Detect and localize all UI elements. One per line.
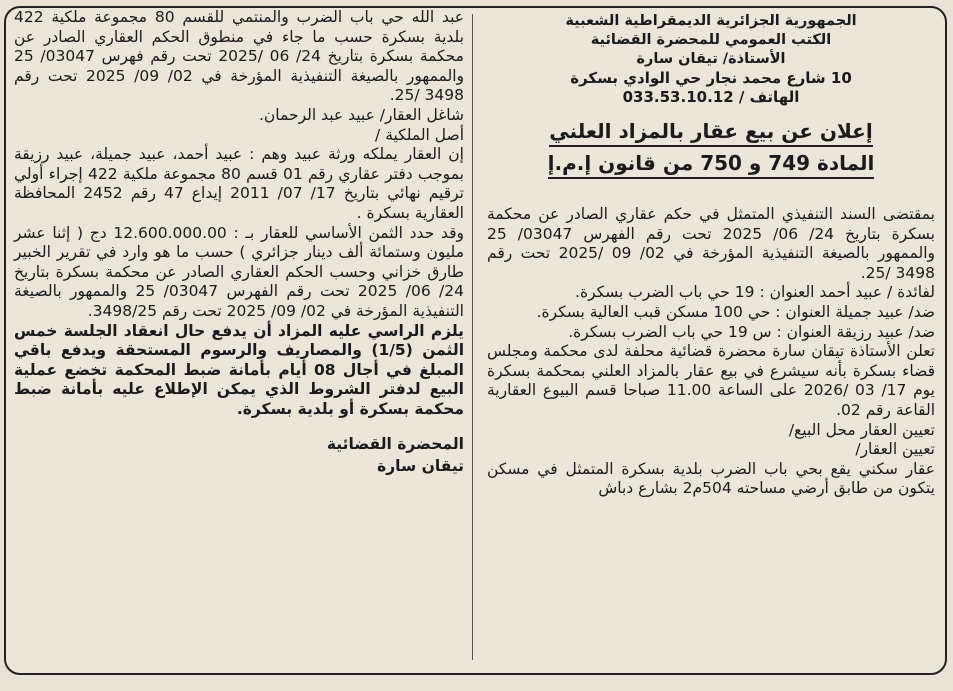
header-line-bailiff: الأستاذة/ تيقان سارة (636, 51, 786, 67)
left-column (14, 8, 464, 477)
header-line-office: الكتب العمومي للمحضرة القضائية (590, 32, 832, 48)
paragraph-ownership-heading: أصل الملكية / (375, 125, 464, 144)
paragraph-property-heading: تعيين العقار محل البيع/ (788, 420, 935, 439)
paragraph-announcement: تعلن الأستاذة تيقان سارة محضرة قضائية محلفة لدى محكمة ومجلس قضاء بسكرة بأنه سيشرع في بيع عقار بالمزاد العلني بمحكمة بسكرة يوم 17/ 03 /2026 على الساعة 11.00 صباحا قسم البيوع العقارية القاعة رقم 02. (487, 342, 935, 419)
paragraph-property-location: عبد الله حي باب الضرب والمنتمي للقسم 80 مجموعة ملكية 422 بلدية بسكرة حسب ما جاء في منطوق الحكم العقاري الصادر عن محكمة بسكرة بتاريخ 24/ 06 /2025 تحت رقم فهرس 03047/ 25 والممهور بالصيغة التنفيذية المؤرخة في 02/ 09/ 2025 تحت رقم 3498 /25. (14, 8, 464, 105)
right-column (487, 12, 935, 499)
office-header (487, 12, 935, 107)
paragraph-beneficiary: لفائدة / عبيد أحمد العنوان : 19 حي باب الضرب بسكرة. (575, 283, 935, 302)
header-line-address: 10 شارع محمد نجار حي الوادي بسكرة (570, 69, 852, 87)
paragraph-occupant: شاغل العقار/ عبيد عبد الرحمان. (259, 105, 464, 124)
header-line-phone: الهاتف / 033.53.10.12 (622, 88, 800, 106)
header-line-republic: الجمهورية الجزائرية الديمقراطية الشعبية (565, 13, 857, 29)
paragraph-against-2: ضد/ عبيد رزيقة العنوان : س 19 حي باب الضرب بسكرة. (568, 322, 935, 341)
title-line-2: المادة 749 و 750 من قانون إ.م.إ (548, 149, 875, 179)
title-line-1: إعلان عن بيع عقار بالمزاد العلني (549, 117, 872, 147)
paragraph-decision: بمقتضى السند التنفيذي المتمثل في حكم عقاري الصادر عن محكمة بسكرة بتاريخ 24/ 06/ 2025 تحت رقم الفهرس 03047/ 25 والممهور بالصيغة التنفيذية المؤرخة في 02/ 09 /2025 تحت رقم 3498 /25. (487, 205, 935, 282)
paragraph-payment-terms: يلزم الراسي عليه المزاد أن يدفع حال انعقاد الجلسة خمس الثمن (1/5) والمصاريف والرسوم المستحقة ويدفع باقي المبلغ في أجال 08 أيام بأمانة ضبط المحكمة تخضع عملية البيع لدفتر الشروط الذي يمكن الإطلاع عليه بأمانة ضبط محكمة بسكرة أو بلدية بسكرة. (14, 321, 465, 418)
paragraph-property-description: عقار سكني يقع بحي باب الضرب بلدية بسكرة المتمثل في مسكن يتكون من طابق أرضي مساحته 504م2 بشارع دباش (487, 459, 935, 498)
signature-block (14, 433, 464, 477)
notice-title (487, 115, 935, 179)
paragraph-property-subheading: تعيين العقار/ (855, 440, 935, 459)
paragraph-price: وقد حدد الثمن الأساسي للعقار بـ : 12.600.000.00 دج ( إثنا عشر مليون وستمائة ألف دينار جزائري ) حسب ما هو وارد في تقرير الخبير طارق خزاني وحسب الحكم العقاري الصادر عن محكمة بسكرة بتاريخ 24/ 06/ 2025 تحت رقم الفهرس 03047/ 25 والممهور بالصيغة التنفيذية المؤرخة في 02/ 09/ 2025 تحت رقم 3498/25. (14, 223, 465, 320)
signature-name: تيقان سارة (377, 457, 464, 476)
signature-title: المحضرة القضائية (326, 435, 464, 454)
paragraph-against-1: ضد/ عبيد جميلة العنوان : حي 100 مسكن قبب العالية بسكرة. (536, 302, 935, 321)
paragraph-ownership: إن العقار يملكه ورثة عبيد وهم : عبيد أحمد، عبيد جميلة، عبيد رزيقة بموجب دفتر عقاري رقم 01 قسم 80 مجموعة ملكية 422 إجراء أولي ترقيم نهائي بتاريخ 17/ 07/ 2011 إيداع 47 رقم 2452 المحافظة العقارية بسكرة . (14, 145, 464, 222)
column-divider (472, 14, 473, 660)
